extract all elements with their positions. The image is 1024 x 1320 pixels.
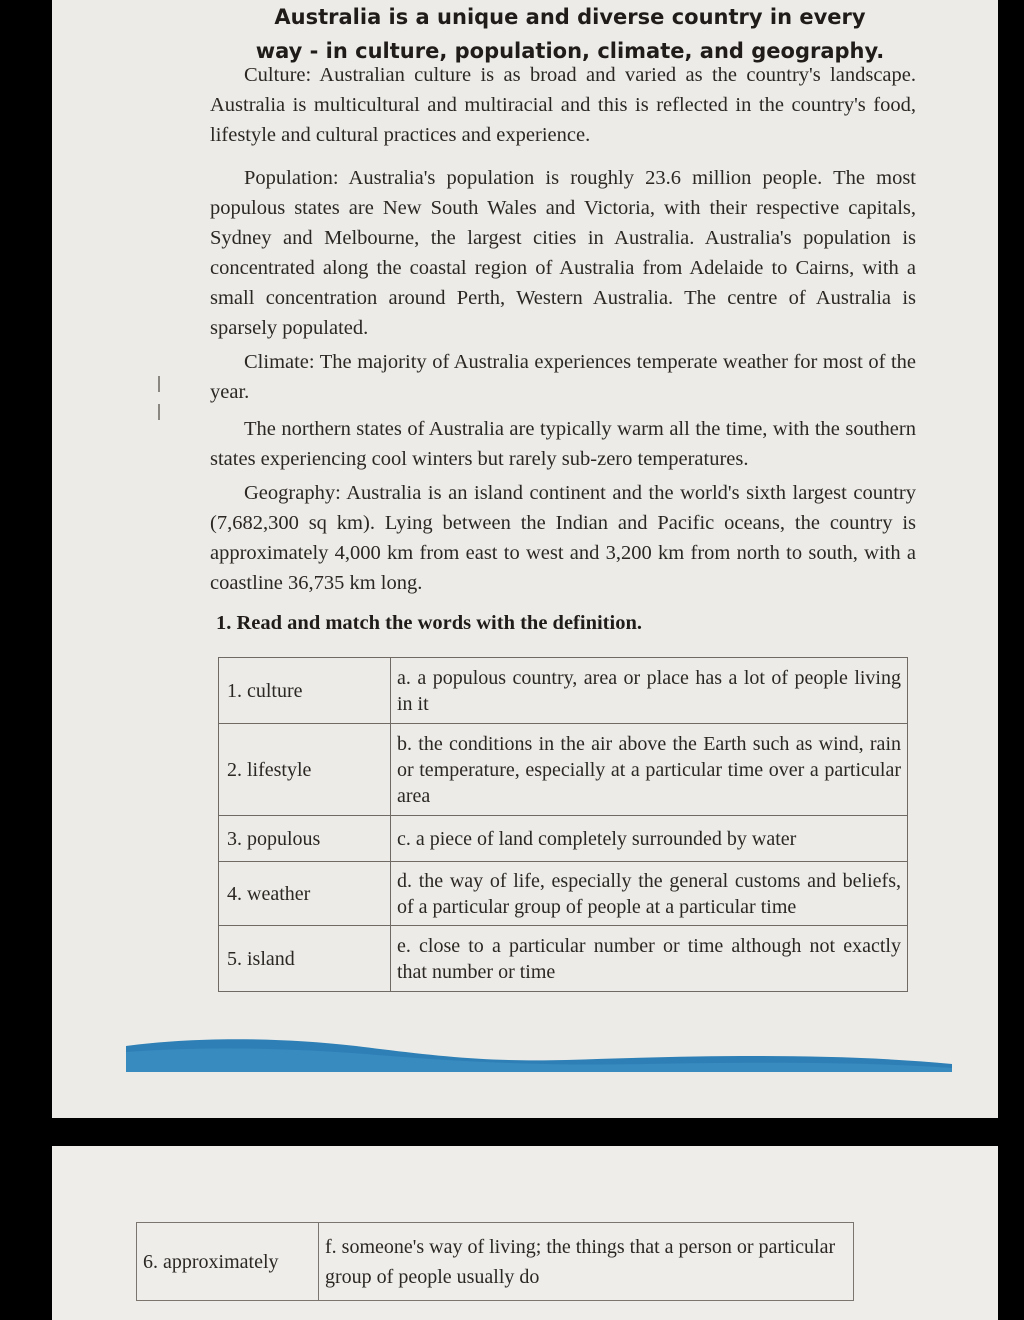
exercise-heading: 1. Read and match the words with the definition. bbox=[216, 612, 642, 634]
table-row bbox=[219, 816, 908, 862]
decorative-wave bbox=[126, 1036, 952, 1072]
paragraph-climate bbox=[210, 347, 916, 407]
match-table-continued bbox=[136, 1222, 854, 1301]
paragraph-text: Population: Australia's population is roughly 23.6 million people. The most populous states are New South Wales and Victoria, with their respective capitals, Sydney and Melbourne, the largest cities in Australia. Australia's population is concentrated along the coastal region of Australia from Adelaide to Cairns, with a small concentration around Perth, Western Australia. The centre of Australia is sparsely populated. bbox=[210, 167, 916, 339]
table-row bbox=[219, 926, 908, 992]
table-row bbox=[219, 658, 908, 724]
match-table bbox=[218, 657, 908, 992]
paragraph-northern-states bbox=[210, 414, 916, 474]
margin-mark bbox=[158, 404, 160, 420]
match-definition: e. close to a particular number or time although not exactly that number or time bbox=[391, 926, 908, 992]
match-definition: c. a piece of land completely surrounded by water bbox=[391, 816, 908, 862]
match-definition: f. someone's way of living; the things that a person or particular group of people usually do bbox=[319, 1223, 854, 1301]
paragraph-text: Geography: Australia is an island continent and the world's sixth largest country (7,682,300 sq km). Lying between the Indian and Pacific oceans, the country is approximately 4,000 km from east to west and 3,200 km from north to south, with a coastline 36,735 km long. bbox=[210, 482, 916, 594]
paragraph-geography bbox=[210, 478, 916, 598]
match-word: 2. lifestyle bbox=[219, 724, 391, 816]
table-row bbox=[219, 724, 908, 816]
title-line-2: way - in culture, population, climate, and geography. bbox=[255, 39, 885, 63]
match-word: 4. weather bbox=[219, 862, 391, 926]
paragraph-text: Culture: Australian culture is as broad and varied as the country's landscape. Australia is multicultural and multiracial and this is reflected in the country's food, lifestyle and cultural practices and experience. bbox=[210, 64, 916, 146]
match-word: 1. culture bbox=[219, 658, 391, 724]
margin-mark bbox=[158, 376, 160, 392]
paragraph-text: The northern states of Australia are typically warm all the time, with the southern states experiencing cool winters but rarely sub-zero temperatures. bbox=[210, 418, 916, 470]
match-definition: b. the conditions in the air above the Earth such as wind, rain or temperature, especially at a particular time over a particular area bbox=[391, 724, 908, 816]
match-word: 5. island bbox=[219, 926, 391, 992]
match-word: 6. approximately bbox=[137, 1223, 319, 1301]
paragraph-culture bbox=[210, 60, 916, 150]
page-title bbox=[180, 0, 960, 68]
paragraph-population bbox=[210, 163, 916, 343]
paragraph-text: Climate: The majority of Australia experiences temperate weather for most of the year. bbox=[210, 351, 916, 403]
match-definition: a. a populous country, area or place has a lot of people living in it bbox=[391, 658, 908, 724]
table-row bbox=[219, 862, 908, 926]
page-separator bbox=[0, 1118, 1024, 1146]
title-line-1: Australia is a unique and diverse country in every bbox=[274, 5, 866, 29]
match-word: 3. populous bbox=[219, 816, 391, 862]
table-row bbox=[137, 1223, 854, 1301]
match-definition: d. the way of life, especially the general customs and beliefs, of a particular group of people at a particular time bbox=[391, 862, 908, 926]
